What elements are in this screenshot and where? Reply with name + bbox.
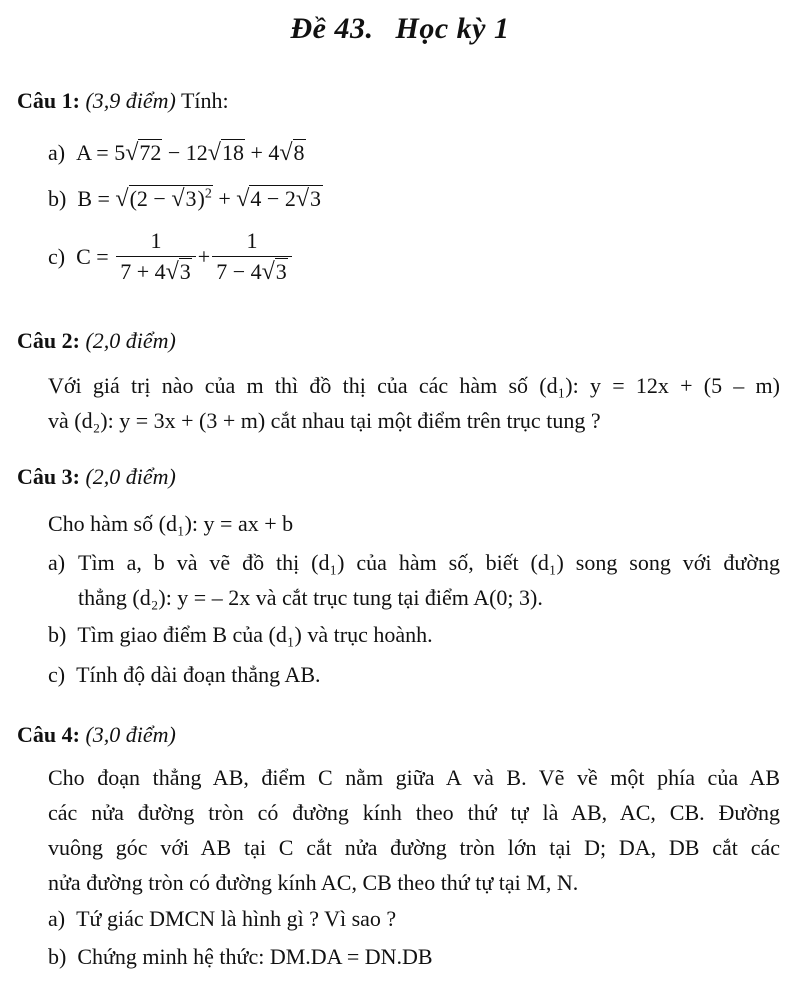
q3-label: Câu 3: [17, 464, 80, 489]
q3-b-text: Tìm giao điểm B của (d₁) và trục hoành. [77, 622, 433, 647]
q2-points: (2,0 điểm) [85, 328, 176, 353]
q3-item-c [48, 662, 321, 688]
q4-para-line-4: nửa đường tròn có đường kính AC, CB theo thứ tự tại M, N. [48, 870, 579, 895]
q1-c-lhs: C = [76, 244, 109, 269]
q4-a-letter: a) [48, 906, 66, 931]
q1-b-lhs: B = [77, 186, 110, 211]
q3-c-text: Tính độ dài đoạn thẳng AB. [76, 662, 321, 687]
q4-heading [17, 722, 176, 748]
q4-label: Câu 4: [17, 722, 80, 747]
page-title [0, 12, 800, 46]
q4-para-line-2: các nửa đường tròn có đường kính theo thứ tự là AB, AC, CB. Đường [48, 800, 780, 825]
q4-item-b [48, 944, 433, 970]
q1-c-fraction-1: $\frac{1}{7 + 4√3}$ [116, 228, 196, 286]
q3-intro: Cho hàm số (d₁): y = ax + b [48, 511, 294, 536]
q3-points: (2,0 điểm) [85, 464, 176, 489]
q1-item-c: c) C = $\frac{1}{7 + 4√3}$ + $\frac{1}{7 - 4√3}$ [48, 228, 294, 286]
q2-text-line-1: Với giá trị nào của m thì đồ thị của các hàm số (d₁): y = 12x + (5 – m) [48, 373, 780, 398]
q4-paragraph [48, 760, 780, 900]
q2-paragraph [48, 368, 780, 438]
q1-b-letter: b) [48, 186, 67, 211]
q4-b-text: Chứng minh hệ thức: DM.DA = DN.DB [77, 944, 433, 969]
q1-a-letter: a) [48, 140, 66, 165]
q1-heading [17, 88, 229, 114]
q4-item-a [48, 906, 396, 932]
q2-heading [17, 328, 176, 354]
q4-para-line-1: Cho đoạn thẳng AB, điểm C nằm giữa A và B. Vẽ về một phía của AB [48, 765, 780, 790]
q3-item-b [48, 622, 433, 648]
q1-item-a [48, 140, 306, 167]
title-exam-number: Đề 43. [290, 12, 374, 45]
q1-c-letter: c) [48, 244, 66, 269]
q3-c-letter: c) [48, 662, 66, 687]
q3-a-paragraph [78, 545, 780, 615]
q1-c-fraction-2: $\frac{1}{7 - 4√3}$ [212, 228, 292, 286]
q1-a-lhs: A = [76, 140, 109, 165]
q3-a-line-1: Tìm a, b và vẽ đồ thị (d₁) của hàm số, biết (d₁) song song với đường [78, 550, 780, 575]
q3-b-letter: b) [48, 622, 67, 647]
q3-heading [17, 464, 176, 490]
q1-b-expression: $√(2 - √3)^2 + √4 - 2√3$ [115, 186, 322, 212]
title-semester: Học kỳ 1 [395, 12, 510, 45]
q1-a-expression: 5√72 − 12√18 + 4√8 [114, 140, 305, 166]
q1-item-b [48, 186, 323, 213]
q1-instruction: Tính: [180, 88, 229, 113]
q3-a-line-2: thẳng (d₂): y = – 2x và cắt trục tung tại điểm A(0; 3). [78, 585, 543, 610]
q4-points: (3,0 điểm) [85, 722, 176, 747]
q4-para-line-3: vuông góc với AB tại C cắt nửa đường tròn lớn tại D; DA, DB cắt các [48, 835, 780, 860]
q4-a-text: Tứ giác DMCN là hình gì ? Vì sao ? [76, 906, 397, 931]
q2-label: Câu 2: [17, 328, 80, 353]
q1-label: Câu 1: [17, 88, 80, 113]
q3-a-letter: a) [48, 550, 66, 575]
q2-text-line-2: và (d₂): y = 3x + (3 + m) cắt nhau tại một điểm trên trục tung ? [48, 408, 601, 433]
q4-b-letter: b) [48, 944, 67, 969]
q1-points: (3,9 điểm) [85, 88, 176, 113]
